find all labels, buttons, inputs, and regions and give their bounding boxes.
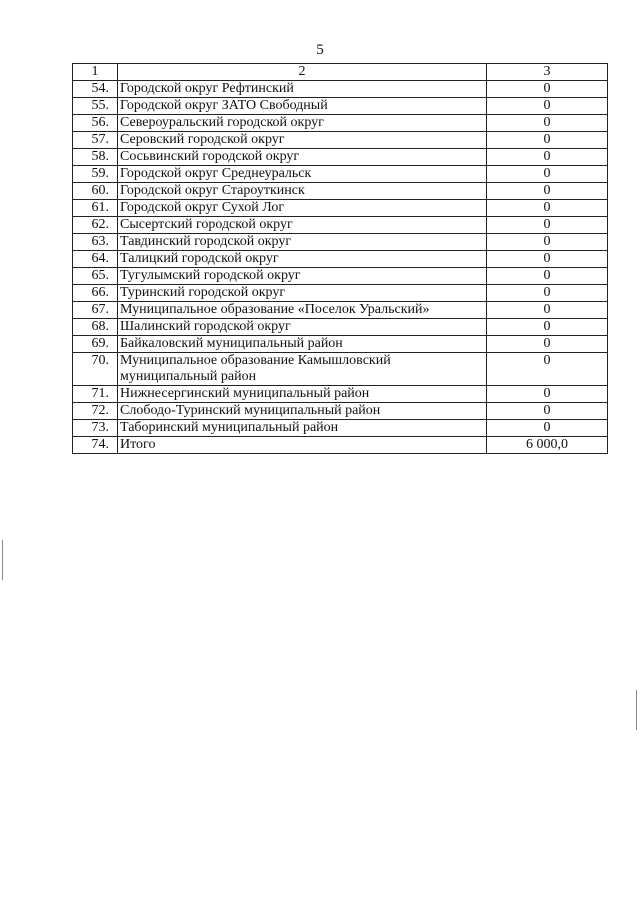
- municipality-name-cell: Талицкий городской округ: [118, 251, 487, 268]
- municipality-name-cell: Шалинский городской округ: [118, 319, 487, 336]
- table-row: [73, 420, 608, 437]
- amount-cell: 0: [487, 200, 608, 217]
- table-row: [73, 437, 608, 454]
- municipality-name-cell: Сысертский городской округ: [118, 217, 487, 234]
- amount-cell: 0: [487, 319, 608, 336]
- row-number-cell: 62.: [73, 217, 118, 234]
- page-number: 5: [316, 42, 324, 58]
- allocation-table: [72, 63, 608, 454]
- scan-edge-mark-left: [2, 540, 3, 580]
- amount-cell: 0: [487, 98, 608, 115]
- municipality-name-cell: Туринский городской округ: [118, 285, 487, 302]
- table-row: [73, 149, 608, 166]
- amount-cell: 0: [487, 353, 608, 386]
- table-row: [73, 336, 608, 353]
- amount-cell: 0: [487, 234, 608, 251]
- amount-cell: 0: [487, 115, 608, 132]
- header-cell-2: 2: [118, 64, 487, 81]
- table-row: [73, 132, 608, 149]
- amount-cell: 0: [487, 336, 608, 353]
- table-row: [73, 403, 608, 420]
- row-number-cell: 67.: [73, 302, 118, 319]
- row-number-cell: 71.: [73, 386, 118, 403]
- municipality-name-cell: Городской округ Староуткинск: [118, 183, 487, 200]
- table-row: [73, 302, 608, 319]
- table-row: [73, 200, 608, 217]
- table-row: [73, 285, 608, 302]
- scan-edge-mark-right: [636, 690, 637, 730]
- amount-cell: 0: [487, 285, 608, 302]
- amount-cell: 0: [487, 386, 608, 403]
- table-row: [73, 183, 608, 200]
- table-row: [73, 81, 608, 98]
- row-number-cell: 59.: [73, 166, 118, 183]
- table-row: [73, 115, 608, 132]
- municipality-name-cell: Муниципальное образование Камышловский муниципальный район: [118, 353, 487, 386]
- table-row: [73, 234, 608, 251]
- amount-cell: 0: [487, 251, 608, 268]
- header-cell-3: 3: [487, 64, 608, 81]
- row-number-cell: 56.: [73, 115, 118, 132]
- table-header-row: [73, 64, 608, 81]
- municipality-name-cell: Тавдинский городской округ: [118, 234, 487, 251]
- amount-cell: 0: [487, 302, 608, 319]
- municipality-name-cell: Итого: [118, 437, 487, 454]
- amount-cell: 0: [487, 132, 608, 149]
- table-row: [73, 268, 608, 285]
- table-row: [73, 353, 608, 386]
- table-row: [73, 386, 608, 403]
- municipality-name-cell: Сосьвинский городской округ: [118, 149, 487, 166]
- table-row: [73, 98, 608, 115]
- municipality-name-cell: Слободо-Туринский муниципальный район: [118, 403, 487, 420]
- table-row: [73, 251, 608, 268]
- table-row: [73, 217, 608, 234]
- row-number-cell: 61.: [73, 200, 118, 217]
- amount-cell: 0: [487, 268, 608, 285]
- municipality-name-cell: Городской округ Сухой Лог: [118, 200, 487, 217]
- amount-cell: 0: [487, 183, 608, 200]
- municipality-name-cell: Городской округ Рефтинский: [118, 81, 487, 98]
- row-number-cell: 74.: [73, 437, 118, 454]
- municipality-name-cell: Североуральский городской округ: [118, 115, 487, 132]
- table-row: [73, 319, 608, 336]
- amount-cell: 6 000,0: [487, 437, 608, 454]
- header-cell-1: 1: [73, 64, 118, 81]
- amount-cell: 0: [487, 81, 608, 98]
- row-number-cell: 57.: [73, 132, 118, 149]
- amount-cell: 0: [487, 217, 608, 234]
- amount-cell: 0: [487, 403, 608, 420]
- municipality-name-cell: Нижнесергинский муниципальный район: [118, 386, 487, 403]
- row-number-cell: 60.: [73, 183, 118, 200]
- municipality-name-cell: Городской округ Среднеуральск: [118, 166, 487, 183]
- row-number-cell: 72.: [73, 403, 118, 420]
- row-number-cell: 73.: [73, 420, 118, 437]
- row-number-cell: 63.: [73, 234, 118, 251]
- row-number-cell: 55.: [73, 98, 118, 115]
- row-number-cell: 54.: [73, 81, 118, 98]
- amount-cell: 0: [487, 149, 608, 166]
- municipality-name-cell: Городской округ ЗАТО Свободный: [118, 98, 487, 115]
- municipality-name-cell: Муниципальное образование «Поселок Уральский»: [118, 302, 487, 319]
- municipality-name-cell: Серовский городской округ: [118, 132, 487, 149]
- amount-cell: 0: [487, 166, 608, 183]
- row-number-cell: 70.: [73, 353, 118, 386]
- row-number-cell: 68.: [73, 319, 118, 336]
- row-number-cell: 64.: [73, 251, 118, 268]
- row-number-cell: 65.: [73, 268, 118, 285]
- municipality-name-cell: Тугулымский городской округ: [118, 268, 487, 285]
- amount-cell: 0: [487, 420, 608, 437]
- table-row: [73, 166, 608, 183]
- row-number-cell: 58.: [73, 149, 118, 166]
- row-number-cell: 69.: [73, 336, 118, 353]
- row-number-cell: 66.: [73, 285, 118, 302]
- municipality-name-cell: Таборинский муниципальный район: [118, 420, 487, 437]
- municipality-name-cell: Байкаловский муниципальный район: [118, 336, 487, 353]
